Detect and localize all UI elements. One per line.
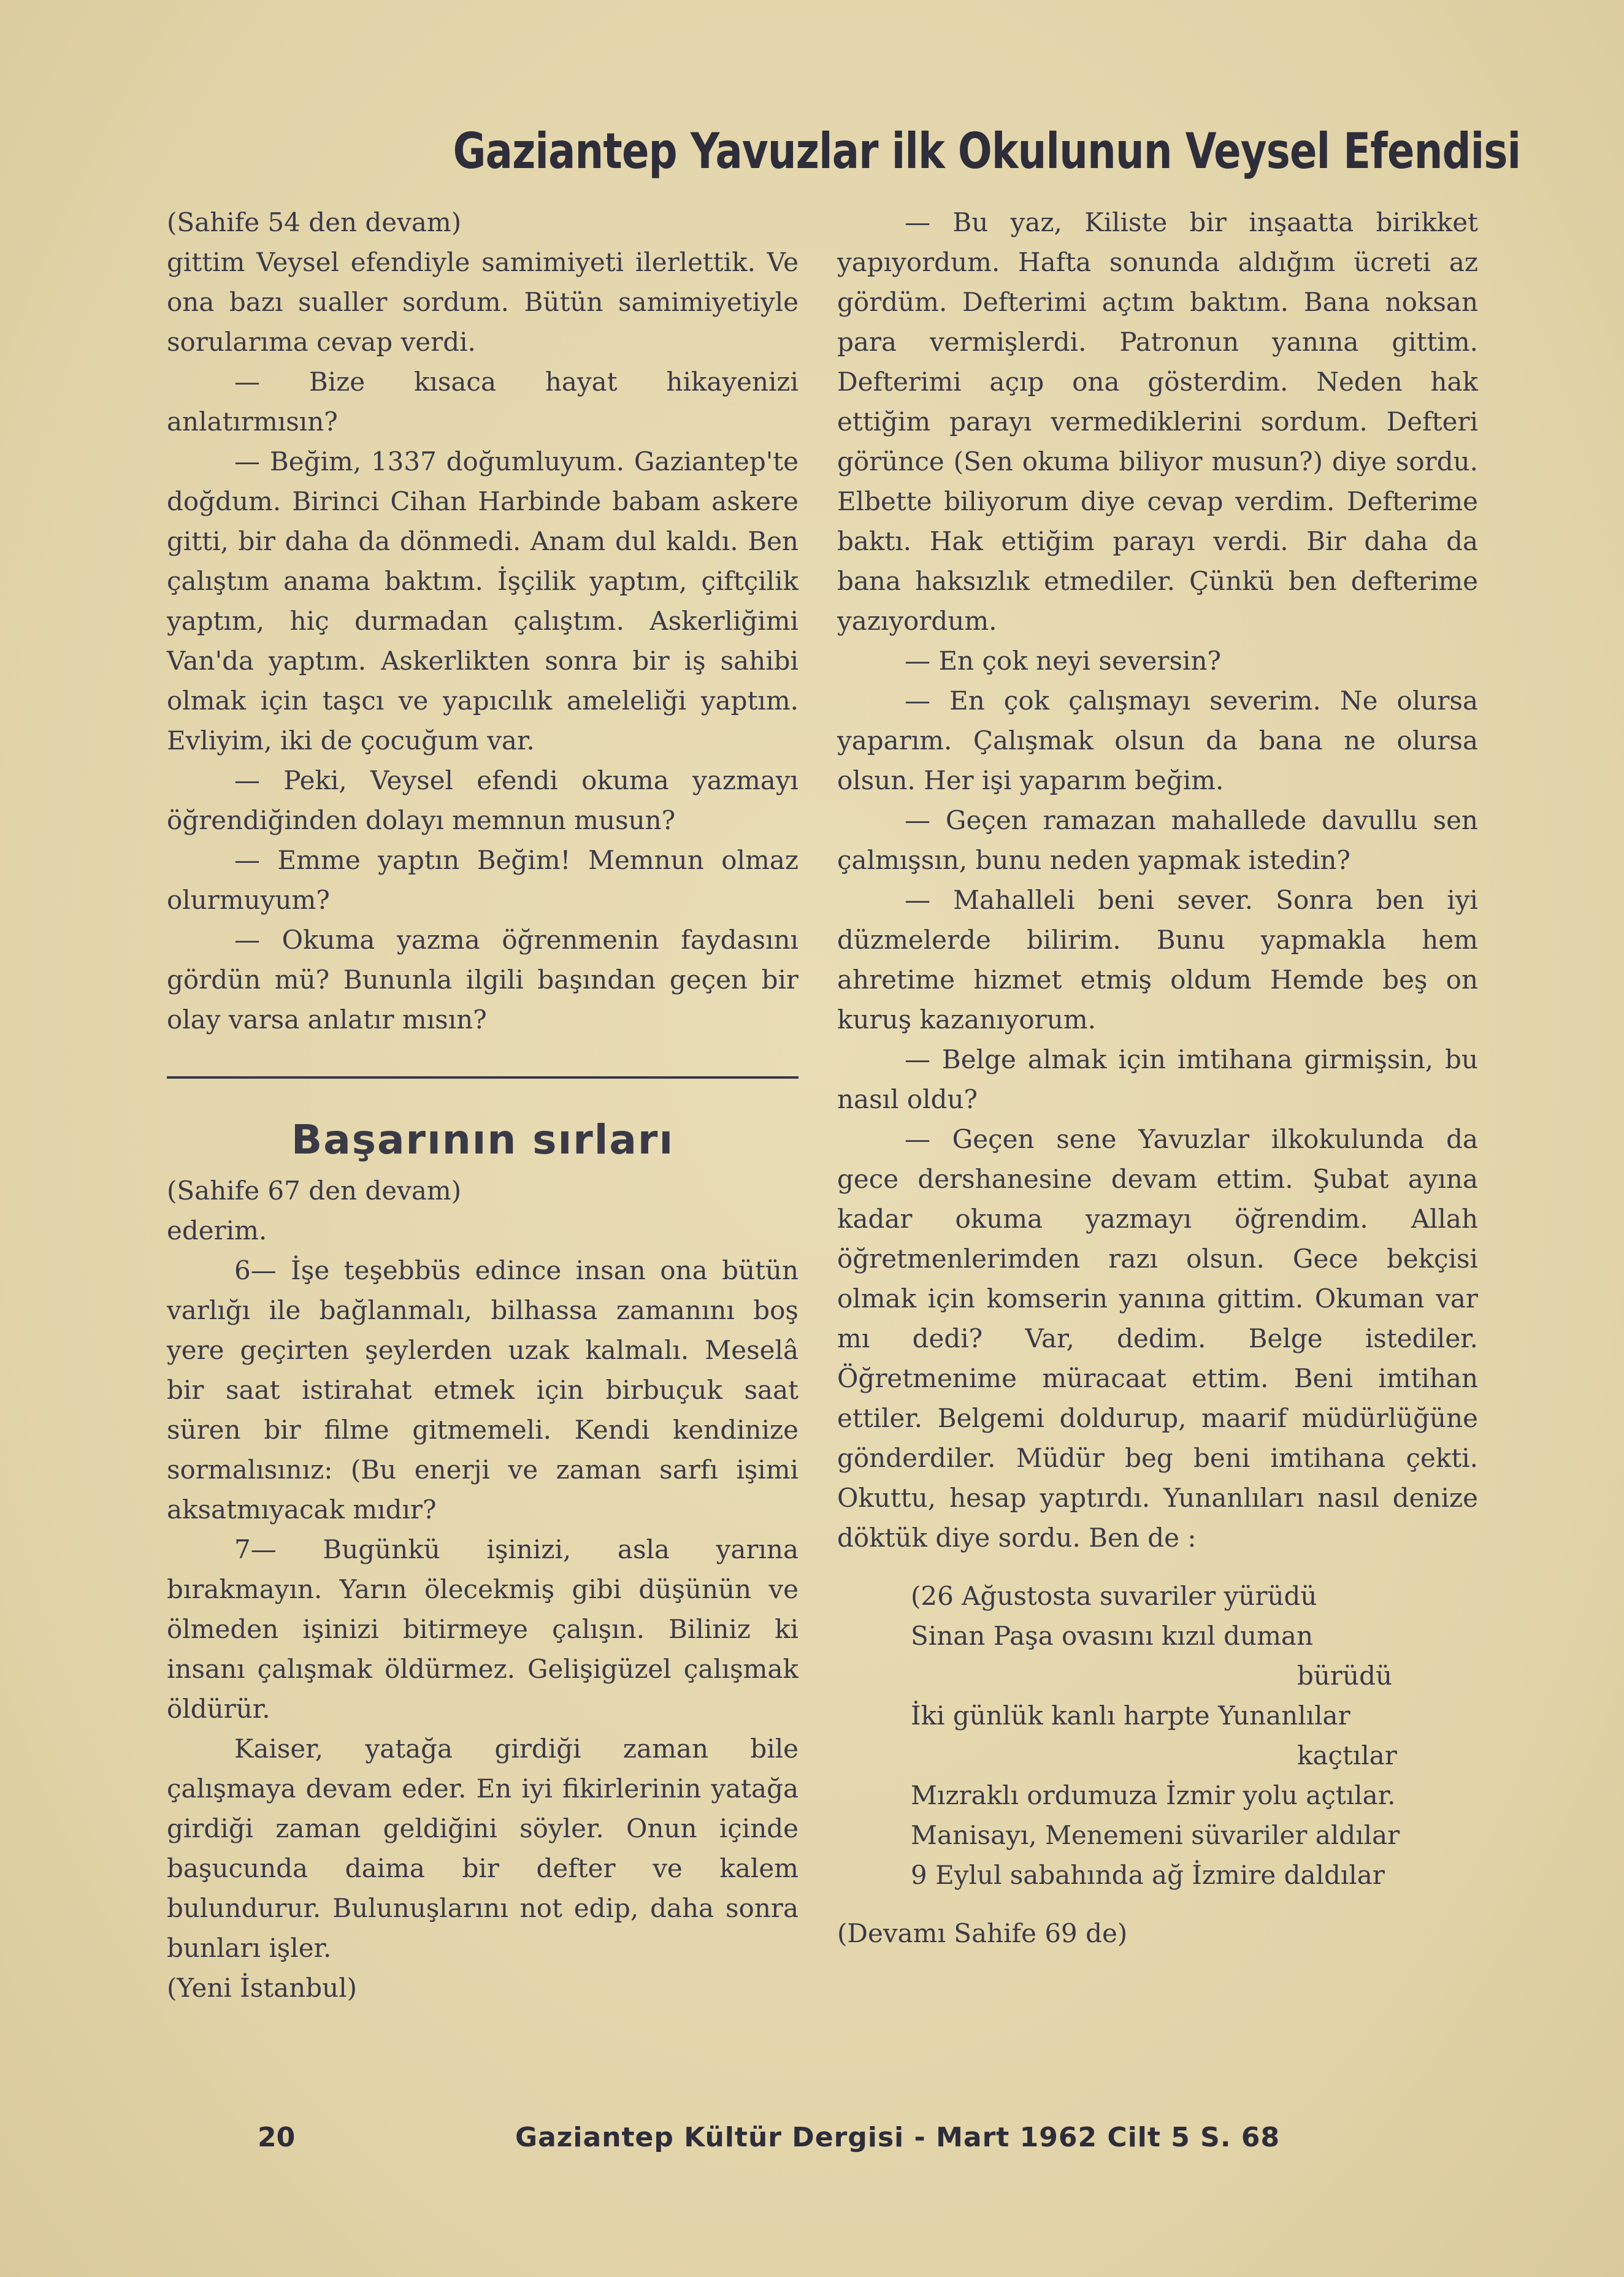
right-column bbox=[837, 202, 1478, 1953]
poem-line: Mızraklı ordumuza İzmir yolu açtılar. bbox=[911, 1780, 1396, 1810]
secrets-continued-from: (Sahife 67 den devam) bbox=[167, 1176, 462, 1206]
secrets-title: Başarının sırları bbox=[291, 1116, 675, 1163]
secrets-paragraph: 6— İşe teşebbüs edince insan ona bütün varlığı ile bağlanmalı, bilhassa zamanını boş yere geçirten şeylerden uzak kalmalı. Meselâ bir saat istirahat etmek için birbuçuk saat süren bir filme gitmemeli. Kendi kendinize sormalısınız: (Bu enerji ve zaman sarfı işimi aksatmıyacak mıdır? bbox=[167, 1255, 799, 1525]
secrets-paragraph: 7— Bugünkü işinizi, asla yarına bırakmayın. Yarın ölecekmiş gibi düşünün ve ölmeden işinizi bitirmeye çalışın. Biliniz ki insanı çalışmak öldürmez. Gelişigüzel çalışmak öldürür. bbox=[167, 1534, 799, 1724]
poem-line: Manisayı, Menemeni süvariler aldılar bbox=[911, 1820, 1400, 1850]
left-column bbox=[167, 202, 799, 2008]
poem-line: bürüdü bbox=[1297, 1661, 1392, 1691]
poem bbox=[911, 1576, 1478, 1895]
secrets-paragraph: Kaiser, yatağa girdiği zaman bile çalışmaya devam eder. En iyi fikirlerinin yatağa girdiği zaman geldiğini söyler. Onun içinde başucunda daima bir defter ve kalem bulundurur. Bulunuşlarını not edip, daha sonra bunları işler. bbox=[167, 1734, 799, 1963]
interview-paragraph: — En çok neyi seversin? bbox=[905, 646, 1222, 676]
poem-line: Sinan Paşa ovasını kızıl duman bbox=[911, 1621, 1314, 1651]
interview-paragraph: — Beğim, 1337 doğumluyum. Gaziantep'te doğdum. Birinci Cihan Harbinde babam askere gitti, bir daha da dönmedi. Anam dul kaldı. Ben çalıştım anama baktım. İşçilik yaptım, çiftçilik yaptım, hiç durmadan çalıştım. Askerliğimi Van'da yaptım. Askerlikten sonra bir iş sahibi olmak için taşcı ve yapıcılık ameleliği yaptım. Evliyim, iki de çocuğum var. bbox=[167, 446, 799, 756]
interview-continued-from: (Sahife 54 den devam) bbox=[167, 207, 462, 237]
interview-continued-to: (Devamı Sahife 69 de) bbox=[837, 1918, 1128, 1948]
secrets-paragraph: ederim. bbox=[167, 1215, 267, 1246]
interview-paragraph: — Peki, Veysel efendi okuma yazmayı öğrendiğinden dolayı memnun musun? bbox=[167, 765, 799, 835]
poem-line: kaçtılar bbox=[1297, 1740, 1397, 1770]
section-divider bbox=[167, 1076, 799, 1079]
article-title: Gaziantep Yavuzlar ilk Okulunun Veysel Efendisi bbox=[453, 123, 1521, 180]
interview-paragraph: — Belge almak için imtihana girmişsin, bu nasıl oldu? bbox=[837, 1044, 1478, 1114]
interview-paragraph: — Bize kısaca hayat hikayenizi anlatırmısın? bbox=[167, 367, 799, 437]
secrets-source: (Yeni İstanbul) bbox=[167, 1973, 358, 2003]
poem-line: İki günlük kanlı harpte Yunanlılar bbox=[911, 1701, 1350, 1731]
poem-line: (26 Ağustosta suvariler yürüdü bbox=[911, 1581, 1317, 1611]
interview-paragraph: — Okuma yazma öğrenmenin faydasını gördün mü? Bununla ilgili başından geçen bir olay varsa anlatır mısın? bbox=[167, 925, 799, 1035]
magazine-info: Gaziantep Kültür Dergisi - Mart 1962 Cilt 5 S. 68 bbox=[515, 2122, 1281, 2153]
interview-paragraph: — Bu yaz, Kiliste bir inşaatta birikket yapıyordum. Hafta sonunda aldığım ücreti az gördüm. Defterimi açtım baktım. Bana noksan para vermişlerdi. Patronun yanına gittim. Defterimi açıp ona gösterdim. Neden hak ettiğim parayı vermediklerini sordum. Defteri görünce (Sen okuma biliyor musun?) diye sordu. Elbette biliyorum diye cevap verdim. Defterime baktı. Hak ettiğim parayı verdi. Bir daha da bana haksızlık etmediler. Çünkü ben defterime yazıyordum. bbox=[837, 207, 1478, 636]
interview-paragraph: — Mahalleli beni sever. Sonra ben iyi düzmelerde bilirim. Bunu yapmakla hem ahretime hizmet etmiş oldum Hemde beş on kuruş kazanıyorum. bbox=[837, 885, 1478, 1035]
interview-paragraph: gittim Veysel efendiyle samimiyeti ilerlettik. Ve ona bazı sualler sordum. Bütün samimiyetiyle sorularıma cevap verdi. bbox=[167, 247, 799, 357]
interview-paragraph: — Geçen sene Yavuzlar ilkokulunda da gece dershanesine devam ettim. Şubat ayına kadar okuma yazmayı öğrendim. Allah öğretmenlerimden razı olsun. Gece bekçisi olmak için komserin yanına gittim. Okuman var mı dedi? Var, dedim. Belge istediler. Öğretmenime müracaat ettim. Beni imtihan ettiler. Belgemi doldurup, maarif müdürlüğüne gönderdiler. Müdür beg beni imtihana çekti. Okuttu, hesap yaptırdı. Yunanlıları nasıl denize döktük diye sordu. Ben de : bbox=[837, 1124, 1478, 1553]
page-number: 20 bbox=[258, 2122, 296, 2153]
interview-paragraph: — En çok çalışmayı severim. Ne olursa yaparım. Çalışmak olsun da bana ne olursa olsun. Her işi yaparım beğim. bbox=[837, 686, 1478, 795]
poem-line: 9 Eylul sabahında ağ İzmire daldılar bbox=[911, 1860, 1385, 1890]
interview-paragraph: — Emme yaptın Beğim! Memnun olmaz olurmuyum? bbox=[167, 845, 799, 915]
interview-paragraph: — Geçen ramazan mahallede davullu sen çalmışsın, bunu neden yapmak istedin? bbox=[837, 805, 1478, 875]
